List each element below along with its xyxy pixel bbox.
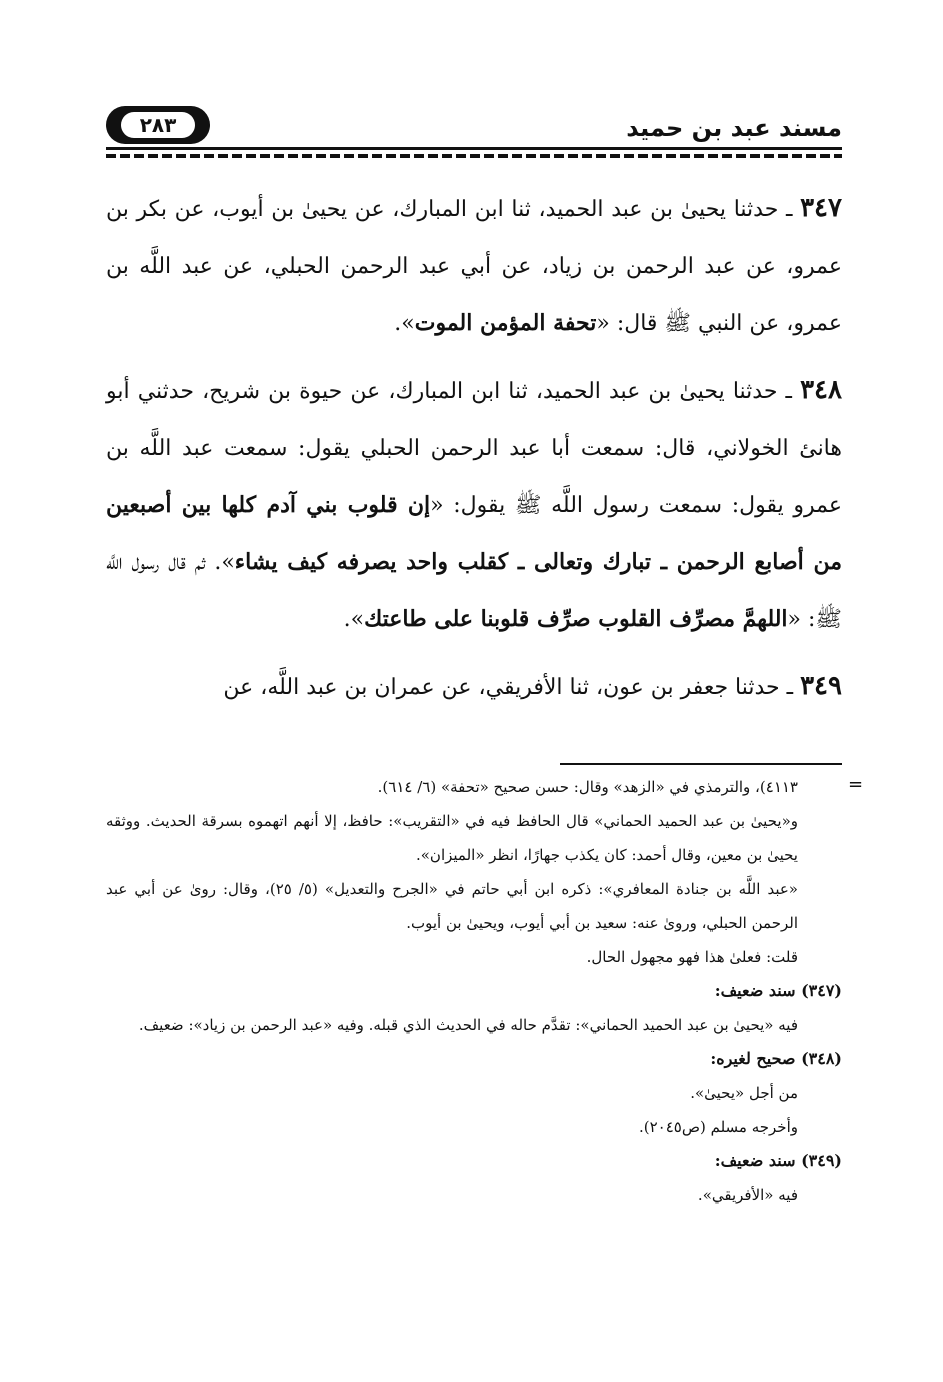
footnote-body-348-2: وأخرجه مسلم (ص٢٠٤٥).	[638, 1118, 798, 1136]
hadith-number: ٣٤٨	[800, 375, 842, 405]
hadith-quote: تحفة المؤمن الموت	[414, 310, 597, 336]
hadith-quote-2: اللهمَّ مصرِّف القلوب صرِّف قلوبنا على طاعتك	[364, 606, 788, 632]
book-title: مسند عبد بن حميد	[626, 114, 842, 142]
footnote-heading-348: (٣٤٨) صحيح لغيره:	[710, 1049, 842, 1068]
hadith-349	[106, 658, 842, 716]
footnote-heading-349: (٣٤٩) سند ضعيف:	[714, 1151, 842, 1170]
page-number-badge	[106, 106, 210, 144]
footnote-line: و«يحيىٰ بن عبد الحميد الحماني» قال الحافظ فيه في «التقريب»: حافظ، إلا أنهم اتهموه بسرقة الحديث. ووثقه يحيىٰ بن معين، وقال أحمد: كان يكذب جهارًا، انظر «الميزان».	[106, 812, 798, 864]
continuation-marker: =	[848, 774, 864, 795]
footnote-divider	[560, 763, 842, 765]
page-header	[106, 92, 842, 164]
hadith-text: ـ حدثنا يحيىٰ بن عبد الحميد، ثنا ابن المبارك، عن يحيىٰ بن أيوب، عن بكر بن عمرو، عن عبد الرحمن بن زياد، عن أبي عبد الرحمن الحبلي، عن عبد اللَّه بن عمرو، عن النبي ﷺ قال: «	[106, 197, 842, 336]
footnote-body-348: من أجل «يحيىٰ».	[690, 1084, 798, 1102]
footnote-body-349: فيه «الأفريقي».	[697, 1186, 798, 1204]
header-dashed-rule	[106, 154, 842, 158]
hadith-number: ٣٤٧	[800, 193, 842, 223]
page-number: ٢٨٣	[121, 112, 195, 138]
footnote-body-347: فيه «يحيىٰ بن عبد الحميد الحماني»: تقدَّم حاله في الحديث الذي قبله. وفيه «عبد الرحمن بن زياد»: ضعيف.	[138, 1016, 798, 1034]
footnotes	[106, 770, 842, 1212]
main-text	[106, 180, 842, 726]
hadith-tail: ».	[394, 311, 415, 336]
header-rule	[106, 147, 842, 150]
footnote-line: ٤١١٣)، والترمذي في «الزهد» وقال: حسن صحيح «تحفة» (٦/ ٦١٤).	[377, 778, 798, 796]
footnote-heading-347: (٣٤٧) سند ضعيف:	[714, 981, 842, 1000]
hadith-tail: ».	[343, 607, 365, 632]
hadith-number: ٣٤٩	[800, 671, 842, 701]
hadith-text: ـ حدثنا جعفر بن عون، ثنا الأفريقي، عن عمران بن عبد اللَّه، عن	[223, 675, 801, 700]
hadith-348	[106, 362, 842, 648]
footnote-line: قلت: فعلىٰ هذا فهو مجهول الحال.	[586, 948, 798, 966]
hadith-text: ـ حدثنا يحيىٰ بن عبد الحميد، ثنا ابن المبارك، عن حيوة بن شريح، حدثني أبو هانئ الخولاني، قال: سمعت أبا عبد الرحمن الحبلي يقول: سمعت عبد اللَّه بن عمرو يقول: سمعت رسول اللَّه ﷺ يقول: «	[106, 379, 842, 518]
footnote-line: «عبد اللَّه بن جنادة المعافري»: ذكره ابن أبي حاتم في «الجرح والتعديل» (٥/ ٢٥)، وقال: روىٰ عن أبي عبد الرحمن الحبلي، وروىٰ عنه: سعيد بن أبي أيوب، ويحيىٰ بن أيوب.	[106, 880, 798, 932]
hadith-347	[106, 180, 842, 352]
hadith-quote: إن قلوب بني آدم كلها بين أصبعين من أصابع الرحمن ـ تبارك وتعالى ـ كقلب واحد يصرفه كيف يشاء	[106, 492, 842, 575]
hadith-text-mid: ». ثم قال رسول اللَّه ﷺ: «	[106, 550, 842, 632]
